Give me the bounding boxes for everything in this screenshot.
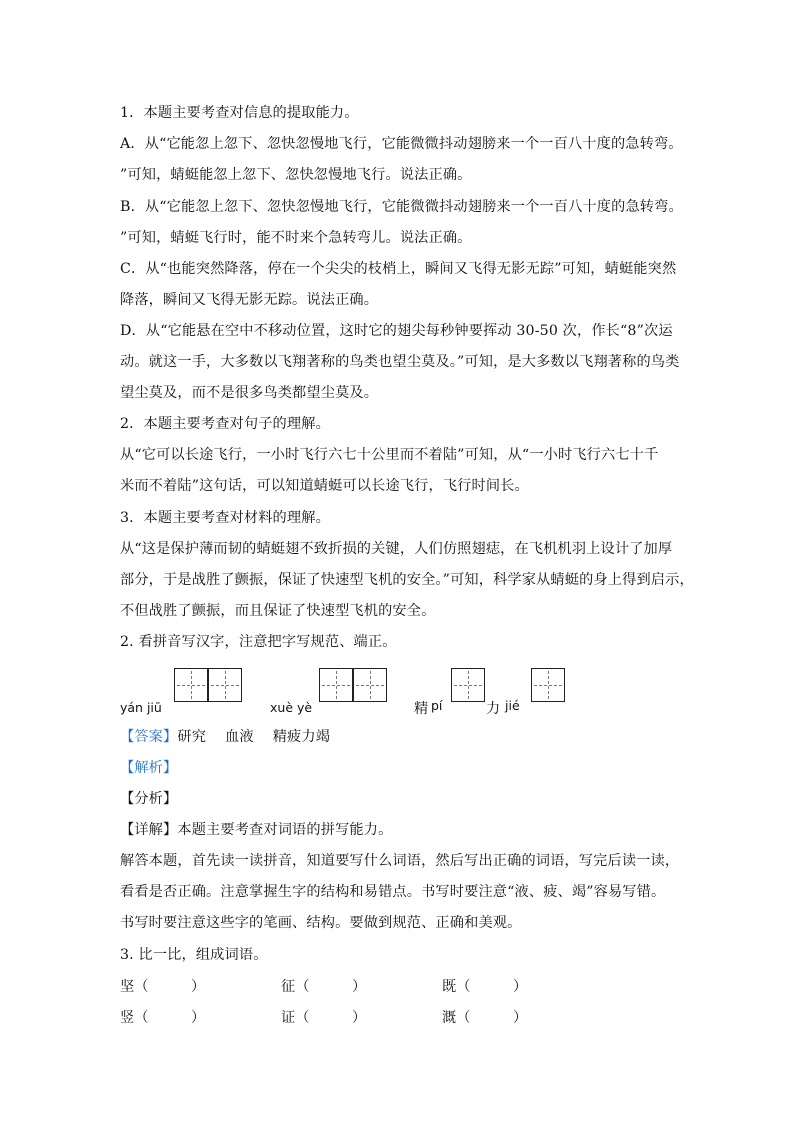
pinyin-1: yán jiū bbox=[120, 700, 162, 715]
writing-box bbox=[451, 668, 485, 702]
fenxi-tag: 【分析】 bbox=[120, 791, 178, 807]
writing-box bbox=[319, 668, 353, 702]
point-3-line-2: 部分，于是战胜了颤振，保证了快速型飞机的安全。”可知，科学家从蜻蜓的身上得到启示， bbox=[120, 572, 694, 588]
jiexi-tag: 【解析】 bbox=[120, 760, 178, 776]
option-d-line-1: D．从“它能悬在空中不移动位置，这时它的翅尖每秒钟要挥动 30-50 次，作长“8”次运 bbox=[120, 323, 673, 339]
q3-title: 3. 比一比，组成词语。 bbox=[120, 947, 268, 963]
word-blank: 坚（ ） bbox=[120, 979, 206, 995]
answer-text: 研究 血液 精疲力竭 bbox=[177, 729, 331, 745]
writing-box bbox=[531, 668, 565, 702]
point-3-line-3: 不但战胜了颤振，而且保证了快速型飞机的安全。 bbox=[120, 603, 436, 619]
option-c-line-1: C．从“也能突然降落，停在一个尖尖的枝梢上，瞬间又飞得无影无踪”可知，蜻蜓能突然 bbox=[120, 261, 677, 277]
answer-tag: 【答案】 bbox=[120, 729, 178, 745]
point-3-heading: 3．本题主要考查对材料的理解。 bbox=[120, 510, 330, 526]
option-a-line-2: ”可知，蜻蜓能忽上忽下、忽快忽慢地飞行。说法正确。 bbox=[120, 167, 472, 183]
point-3-line-1: 从“这是保护薄而韧的蜻蜓翅不致折损的关键，人们仿照翅痣，在飞机机羽上设计了加厚 bbox=[120, 541, 673, 557]
pinyin-4: jié bbox=[505, 698, 520, 713]
point-2-heading: 2．本题主要考查对句子的理解。 bbox=[120, 416, 330, 432]
xiangjie-tag: 【详解】 bbox=[120, 822, 178, 838]
word-blank: 征（ ） bbox=[281, 979, 367, 995]
idiom-middle: 力 bbox=[486, 701, 501, 717]
explanation-line-1: 解答本题，首先读一读拼音，知道要写什么词语，然后写出正确的词语，写完后读一读， bbox=[120, 853, 680, 869]
option-b-line-2: ”可知，蜻蜓飞行时，能不时来个急转弯儿。说法正确。 bbox=[120, 230, 472, 246]
option-b-line-1: B．从“它能忽上忽下、忽快忽慢地飞行，它能微微抖动翅膀来一个一百八十度的急转弯。 bbox=[120, 199, 683, 215]
option-d-line-3: 望尘莫及，而不是很多鸟类都望尘莫及。 bbox=[120, 385, 379, 401]
explanation-line-2: 看看是否正确。注意掌握生字的结构和易错点。书写时要注意“液、疲、竭”容易写错。 bbox=[120, 884, 666, 900]
word-blank: 溉（ ） bbox=[442, 1010, 528, 1026]
xiangjie-line bbox=[120, 820, 392, 840]
pinyin-writing-row bbox=[120, 668, 600, 716]
point-2-line-2: 米而不着陆”这句话，可以知道蜻蜓可以长途飞行，飞行时间长。 bbox=[120, 478, 529, 494]
option-d-line-2: 动。就这一手，大多数以飞翔著称的鸟类也望尘莫及。”可知，是大多数以飞翔著称的鸟类 bbox=[120, 354, 680, 370]
answer-line bbox=[120, 727, 330, 747]
point-2-line-1: 从“它可以长途飞行，一小时飞行六七十公里而不着陆”可知，从“一小时飞行六七十千 bbox=[120, 447, 659, 463]
xiangjie-text: 本题主要考查对词语的拼写能力。 bbox=[177, 822, 393, 838]
writing-box bbox=[353, 668, 387, 702]
word-blank: 既（ ） bbox=[442, 979, 528, 995]
explanation-line-3: 书写时要注意这些字的笔画、结构。要做到规范、正确和美观。 bbox=[120, 915, 522, 931]
idiom-prefix: 精 bbox=[414, 701, 429, 717]
word-blank: 证（ ） bbox=[281, 1010, 367, 1026]
option-a-line-1: A．从“它能忽上忽下、忽快忽慢地飞行，它能微微抖动翅膀来一个一百八十度的急转弯。 bbox=[120, 136, 683, 152]
pinyin-3: pí bbox=[431, 698, 443, 713]
point-1-heading: 1．本题主要考查对信息的提取能力。 bbox=[120, 105, 359, 121]
word-blank: 竖（ ） bbox=[120, 1010, 206, 1026]
writing-box bbox=[174, 668, 208, 702]
q2-title: 2. 看拼音写汉字，注意把字写规范、端正。 bbox=[120, 634, 397, 650]
option-c-line-2: 降落，瞬间又飞得无影无踪。说法正确。 bbox=[120, 292, 379, 308]
writing-box bbox=[208, 668, 242, 702]
pinyin-2: xuè yè bbox=[270, 700, 313, 715]
